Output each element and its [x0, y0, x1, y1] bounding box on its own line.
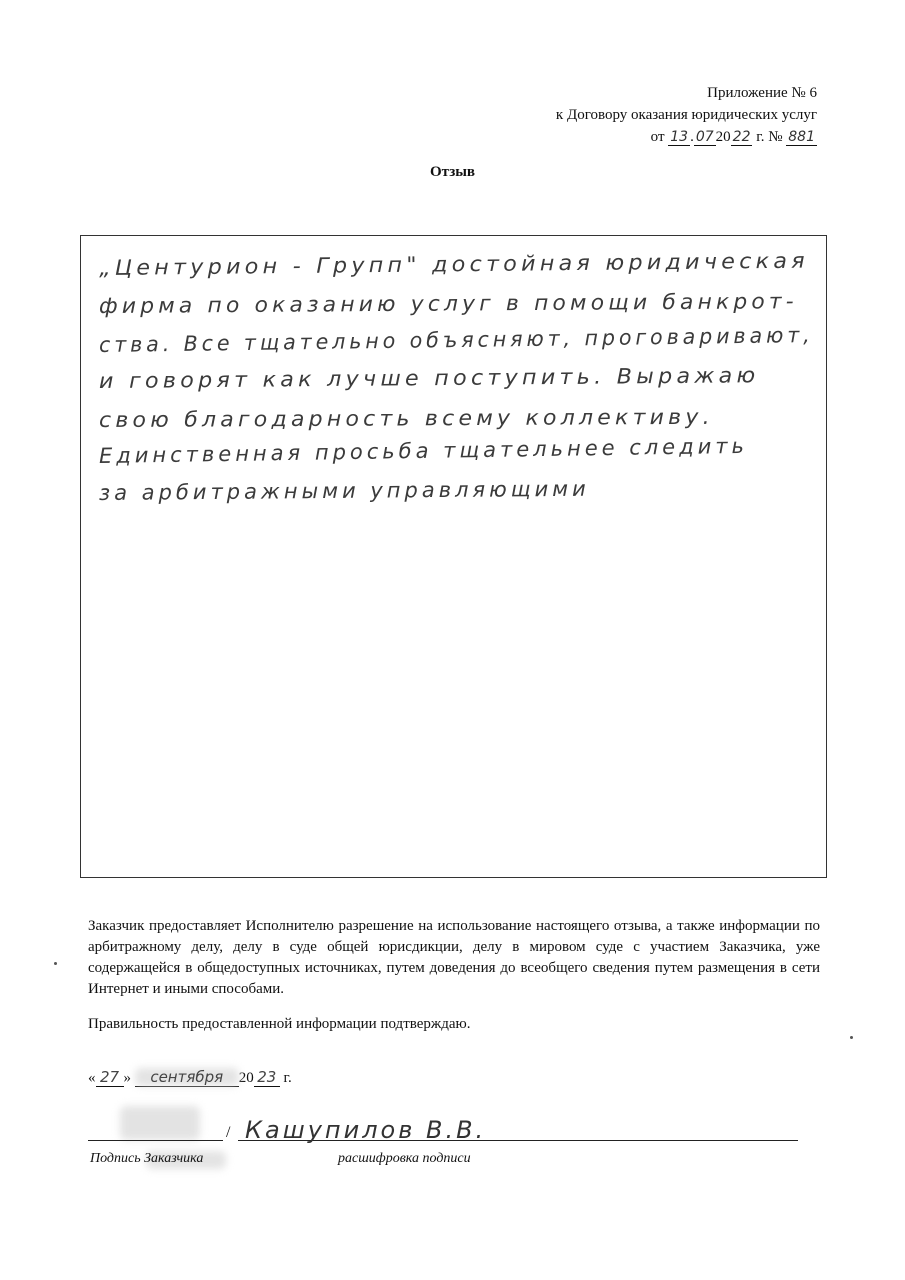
appendix-label: Приложение № 6	[707, 85, 817, 101]
review-line: фирма по оказанию услуг в помощи банкрот-	[98, 289, 798, 318]
page-title: Отзыв	[429, 164, 476, 180]
contract-year-suffix: 22	[732, 129, 751, 145]
date-dot: .	[690, 129, 694, 145]
review-line: „Центурион - Групп" достойная юридическая	[98, 248, 809, 280]
signature-day: 27	[96, 1068, 124, 1087]
signature-month	[135, 1068, 239, 1087]
review-line: за арбитражными управляющими	[98, 476, 590, 505]
signature-month-text: сентября	[150, 1068, 224, 1086]
signature-year-suffix: 23	[254, 1068, 280, 1087]
review-line: свою благодарность всему коллективу.	[98, 404, 714, 432]
review-line: Единственная просьба тщательнее следить	[98, 433, 749, 468]
contract-label: к Договору оказания юридических услуг	[555, 107, 817, 123]
signature-image-redacted	[120, 1106, 200, 1140]
contract-year-prefix: 20	[715, 129, 731, 145]
signature-name: Кашупилов В.В.	[245, 1116, 487, 1144]
signature-label	[90, 1151, 203, 1167]
signature-underline	[88, 1140, 223, 1141]
date-close-quote: »	[123, 1070, 131, 1086]
decode-label: расшифровка подписи	[338, 1151, 471, 1166]
date-open-quote: «	[88, 1070, 96, 1086]
contract-month: 07	[695, 129, 714, 145]
contract-number: 881	[788, 129, 815, 145]
scan-speck	[850, 1036, 853, 1039]
confirm-paragraph: Правильность предоставленной информации подтверждаю.	[88, 1016, 471, 1032]
review-box	[80, 235, 827, 878]
signature-year-prefix: 20	[238, 1070, 254, 1086]
date-prefix: от	[650, 129, 665, 145]
signature-year-g: г.	[283, 1070, 292, 1086]
signature-label-text: Подпись Заказчика	[90, 1151, 204, 1166]
review-line: и говорят как лучше поступить. Выражаю	[98, 363, 760, 393]
year-g-number: г. №	[756, 129, 783, 145]
contract-day: 13	[670, 129, 689, 145]
contract-date-line	[651, 129, 817, 146]
consent-paragraph: Заказчик предоставляет Исполнителю разрешение на использование настоящего отзыва, а также информации по арбитражному делу, делу в суде общей юрисдикции, делу в мировом суде с участием Заказчика, уже содержащейся в общедоступных источниках, путем доведения до всеобщего сведения путем размещения в сети Интернет и иными способами.	[88, 918, 820, 997]
review-line: ства. Все тщательно объясняют, проговаривают,	[98, 323, 814, 357]
signature-slash: /	[226, 1124, 231, 1141]
scan-speck	[54, 962, 57, 965]
signature-date	[88, 1068, 292, 1087]
